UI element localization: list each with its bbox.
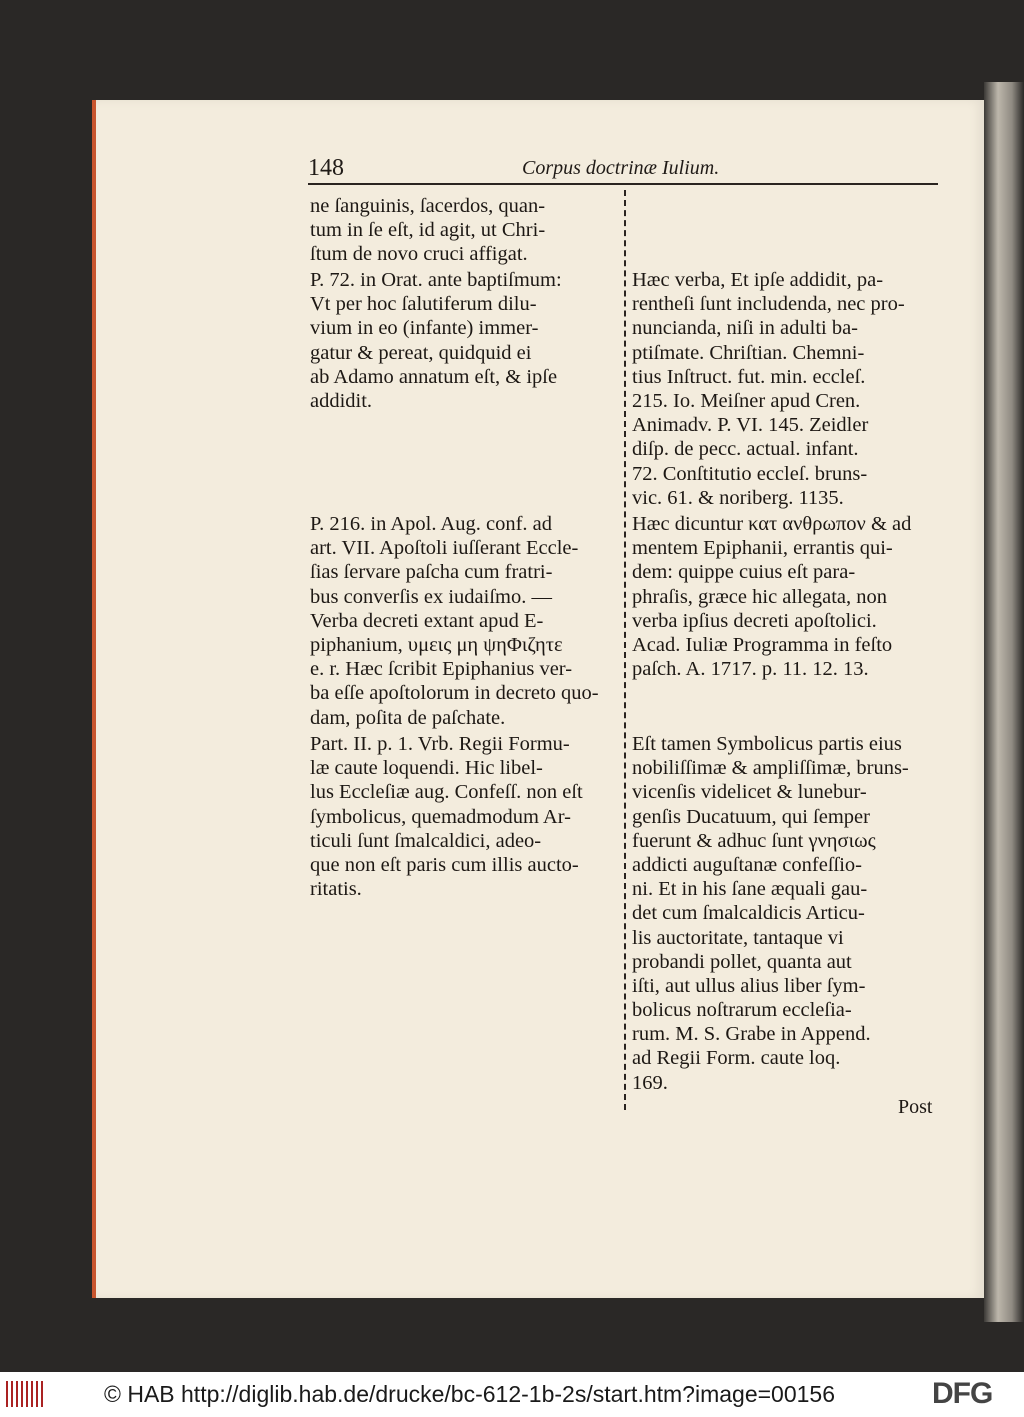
text-line: tum in ſe eſt, id agit, ut Chri- bbox=[310, 219, 546, 242]
text-line: fuerunt & adhuc ſunt γνησιως bbox=[632, 829, 876, 852]
text-line: genſis Ducatuum, qui ſemper bbox=[632, 805, 870, 828]
right-block-3 bbox=[632, 732, 946, 1095]
text-line: 72. Conſtitutio eccleſ. bruns- bbox=[632, 462, 868, 485]
next-page-edge bbox=[984, 82, 1024, 1322]
text-line: ni. Et in his ſane æquali gau- bbox=[632, 878, 868, 901]
text-line: tius Inſtruct. fut. min. eccleſ. bbox=[632, 365, 866, 388]
text-line: vium in eo (infante) immer- bbox=[310, 317, 539, 340]
text-line: dam, poſita de paſchate. bbox=[310, 706, 506, 729]
text-line: mentem Epiphanii, errantis qui- bbox=[632, 537, 893, 560]
viewer-footer bbox=[0, 1372, 1024, 1417]
text-line: lis auctoritate, tantaque vi bbox=[632, 926, 844, 949]
text-line: ſymbolicus, quemadmodum Ar- bbox=[310, 805, 571, 828]
text-line: dem: quippe cuius eſt para- bbox=[632, 561, 856, 584]
text-line: det cum ſmalcaldicis Articu- bbox=[632, 902, 865, 925]
text-line: addidit. bbox=[310, 389, 373, 412]
dfg-logo: DFG bbox=[932, 1377, 993, 1410]
text-line: 215. Io. Meiſner apud Cren. bbox=[632, 389, 861, 412]
text-line: Eſt tamen Symbolicus partis eius bbox=[632, 733, 902, 755]
running-title: Corpus doctrinæ Iulium. bbox=[522, 157, 720, 179]
text-line: P. 72. in Orat. ante baptiſmum: bbox=[310, 269, 562, 291]
text-line: ticuli ſunt ſmalcaldici, adeo- bbox=[310, 829, 542, 852]
text-line: gatur & pereat, quidquid ei bbox=[310, 341, 532, 364]
text-line: bus converſis ex iudaiſmo. — bbox=[310, 585, 552, 608]
copyright-link[interactable]: © HAB http://diglib.hab.de/drucke/bc-612-1b-2s/start.htm?image=00156 bbox=[104, 1381, 836, 1407]
text-line: vicenſis videlicet & lunebur- bbox=[632, 781, 867, 804]
catchword: Post bbox=[898, 1096, 933, 1118]
text-line: P. 216. in Apol. Aug. conf. ad bbox=[310, 513, 553, 535]
text-line: ptiſmate. Chriſtian. Chemni- bbox=[632, 341, 865, 364]
left-block-1 bbox=[310, 194, 622, 267]
text-line: lus Eccleſiæ aug. Confeſſ. non eſt bbox=[310, 781, 583, 804]
text-line: Acad. Iuliæ Programma in feſto bbox=[632, 633, 893, 656]
text-line: piphanium, υμεις μη ψηΦιζητε bbox=[310, 633, 563, 656]
text-line: Verba decreti extant apud E- bbox=[310, 609, 544, 632]
text-line: ad Regii Form. caute loq. bbox=[632, 1047, 841, 1070]
column-divider bbox=[624, 190, 626, 1110]
text-line: ba eſſe apoſtolorum in decreto quo- bbox=[310, 682, 599, 705]
text-line: que non eſt paris cum illis aucto- bbox=[310, 853, 579, 876]
text-line: læ caute loquendi. Hic libel- bbox=[310, 757, 543, 780]
right-block-1 bbox=[632, 268, 946, 510]
text-line: ritatis. bbox=[310, 878, 362, 901]
text-line: ſias ſervare paſcha cum fratri- bbox=[310, 561, 553, 584]
text-line: Hæc dicuntur κατ ανθρωπον & ad bbox=[632, 513, 912, 535]
text-line: ſtum de novo cruci affigat. bbox=[310, 243, 528, 266]
left-block-2 bbox=[310, 268, 622, 413]
text-line: Animadv. P. VI. 145. Zeidler bbox=[632, 414, 869, 437]
text-line: 169. bbox=[632, 1071, 668, 1094]
text-line: paſch. A. 1717. p. 11. 12. 13. bbox=[632, 658, 869, 681]
text-line: addicti auguſtanæ confeſſio- bbox=[632, 853, 862, 876]
text-line: e. r. Hæc ſcribit Epiphanius ver- bbox=[310, 658, 573, 681]
text-line: probandi pollet, quanta aut bbox=[632, 950, 852, 973]
text-line: nuncianda, niſi in adulti ba- bbox=[632, 317, 859, 340]
text-line: verba ipſius decreti apoſtolici. bbox=[632, 609, 877, 632]
text-line: iſti, aut ullus alius liber ſym- bbox=[632, 974, 866, 997]
text-line: ne ſanguinis, ſacerdos, quan- bbox=[310, 195, 546, 217]
text-line: phraſis, græce hic allegata, non bbox=[632, 585, 888, 608]
text-line: art. VII. Apoſtoli iuſſerant Eccle- bbox=[310, 537, 579, 560]
text-line: diſp. de pecc. actual. infant. bbox=[632, 438, 859, 461]
page-number: 148 bbox=[308, 155, 344, 181]
text-line: Hæc verba, Et ipſe addidit, pa- bbox=[632, 269, 884, 291]
text-line: Vt per hoc ſalutiferum dilu- bbox=[310, 293, 537, 316]
text-line: rentheſi ſunt includenda, nec pro- bbox=[632, 293, 905, 316]
right-block-2 bbox=[632, 512, 946, 681]
text-line: ab Adamo annatum eſt, & ipſe bbox=[310, 365, 558, 388]
text-line: rum. M. S. Grabe in Append. bbox=[632, 1023, 871, 1046]
text-line: nobiliſſimæ & ampliſſimæ, bruns- bbox=[632, 757, 909, 780]
text-line: vic. 61. & noriberg. 1135. bbox=[632, 486, 844, 509]
text-line: Part. II. p. 1. Vrb. Regii Formu- bbox=[310, 733, 570, 755]
left-block-3 bbox=[310, 512, 622, 730]
running-head bbox=[308, 153, 938, 185]
barcode-icon bbox=[6, 1381, 46, 1407]
left-block-4 bbox=[310, 732, 622, 901]
text-line: bolicus noſtrarum eccleſia- bbox=[632, 999, 852, 1022]
